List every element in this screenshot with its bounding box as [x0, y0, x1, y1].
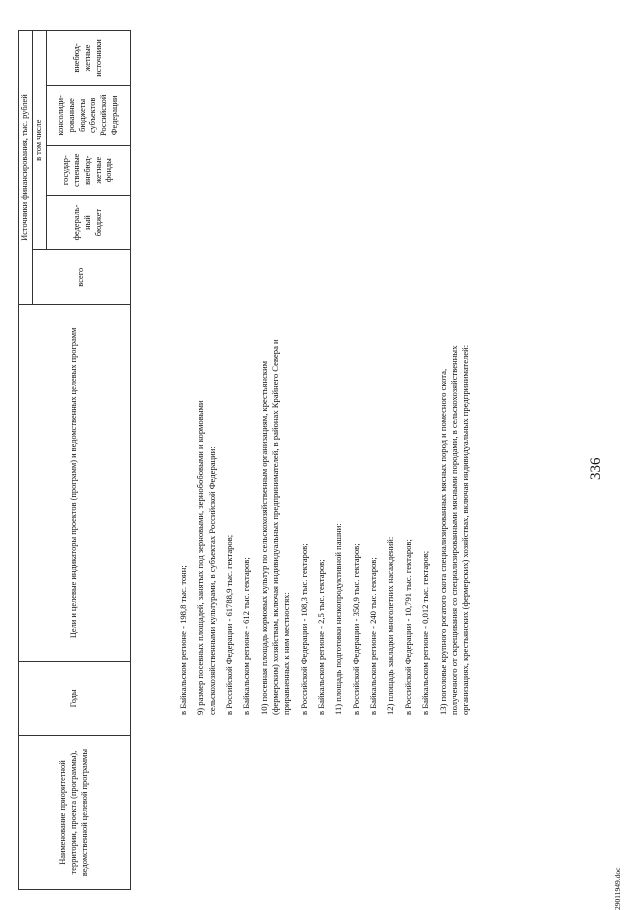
- goal-line: 10) посевная площадь кормовых культур по сельскохозяйственным организациям, крестьянским (фермерским) хозяйствам, включая индивидуальных предпринимателей, в районах Крайнего Севера и приравненных к ним местностях:: [258, 339, 292, 715]
- goal-line: 12) площадь закладки многолетних насаждений:: [385, 536, 396, 715]
- header-sources-cell: Источники финансирования, тыс. рублей: [19, 31, 33, 305]
- goal-line: в Байкальском регионе - 240 тыс. гектаров;: [368, 557, 379, 715]
- header-name-cell: Наименование приоритетной территории, проекта (программы), ведомственной целевой программы: [19, 736, 131, 890]
- header-consolidated-cell: консолиди- рованные бюджеты субъектов Российской Федерации: [46, 85, 130, 145]
- page-number: 336: [588, 457, 604, 480]
- goal-line: в Байкальском регионе - 0,012 тыс. гектаров;: [420, 550, 431, 715]
- header-including-cell: в том числе: [33, 31, 47, 250]
- goals-list: [178, 335, 478, 715]
- goal-line: в Байкальском регионе - 612 тыс. гектаров;: [241, 557, 252, 715]
- goal-line: в Российской Федерации - 61788,9 тыс. гектаров;: [224, 534, 235, 715]
- goal-line: 13) поголовье крупного рогатого скота специализированных мясных пород и помесного скота, полученного от скрещивания со специализированными мясными породами, в сельскохозяйственных организациях, крестьянских (фермерских) хозяйствах, включая индивидуальных предпринимателей:: [437, 344, 471, 715]
- goal-line: в Байкальском регионе - 2,5 тыс. гектаров;: [316, 559, 327, 715]
- goal-line: в Российской Федерации - 108,3 тыс. гектаров;: [298, 543, 309, 715]
- header-federal-cell: федераль- ный бюджет: [46, 195, 130, 250]
- rotated-page: [20, 30, 638, 910]
- header-years-cell: Годы: [19, 661, 131, 735]
- goal-line: в Российской Федерации - 350,9 тыс. гектаров;: [350, 543, 361, 715]
- header-goals-cell: Цели и целевые индикаторы проектов (программ) и ведомственных целевых программ: [19, 305, 131, 662]
- goal-line: в Байкальском регионе - 198,8 тыс. тонн;: [178, 565, 188, 715]
- header-extrabudget-cell: внебюд- жетные источники: [46, 31, 130, 86]
- header-total-cell: всего: [33, 250, 131, 305]
- header-table: [18, 30, 131, 890]
- goal-line: 9) размер посевных площадей, занятых под зерновыми, зернобобовыми и кормовыми сельскохозяйственными культурами, в субъектах Российской Федерации:: [195, 400, 217, 715]
- goal-line: 11) площадь подготовки низкопродуктивной пашни:: [333, 523, 344, 715]
- header-state-funds-cell: государ- ственные внебюд- жетные фонды: [46, 145, 130, 195]
- goal-line: в Российской Федерации - 10,791 тыс. гектаров;: [402, 539, 413, 715]
- footer-doc-code: 29011949.doc: [613, 867, 622, 910]
